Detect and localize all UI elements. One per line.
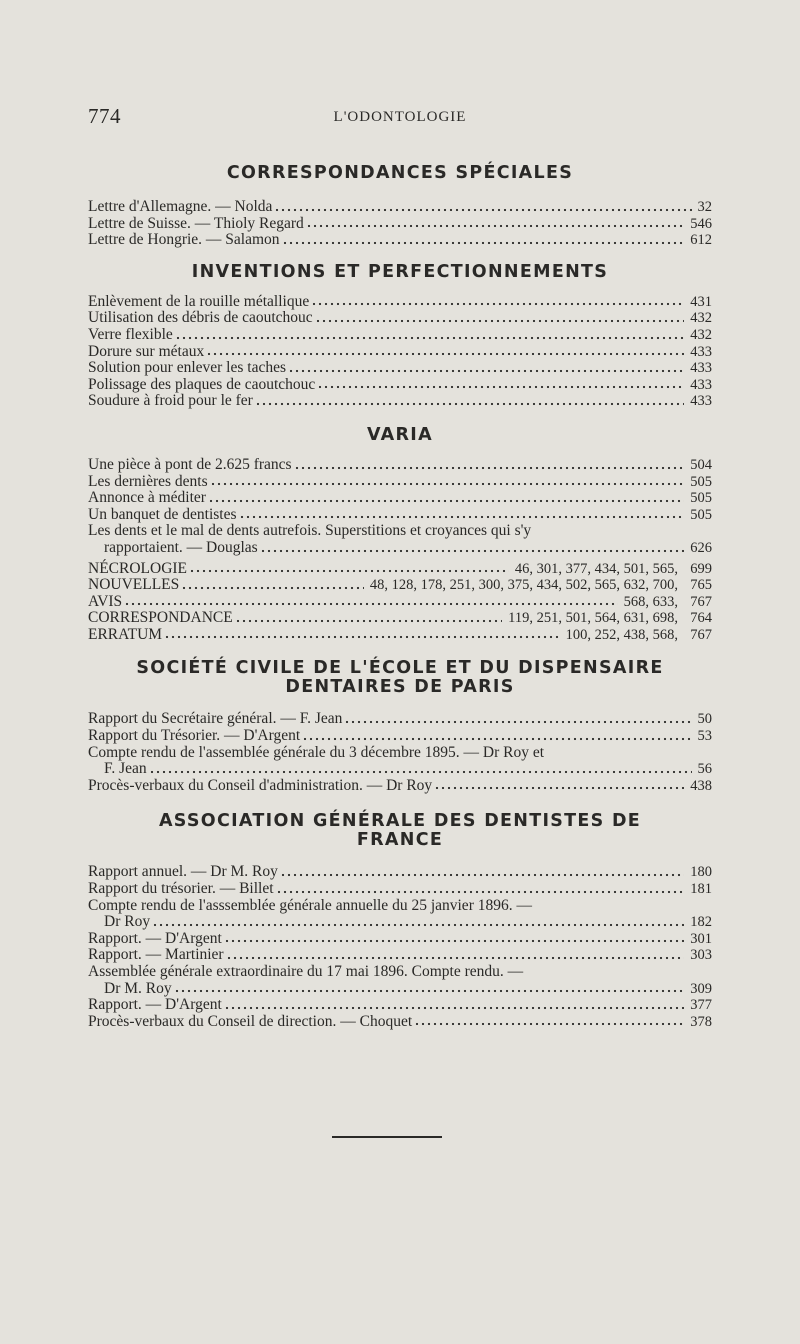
entry-references: 46, 301, 377, 434, 501, 565,	[514, 560, 678, 577]
entry-pages: 433	[690, 360, 712, 377]
entry-title: Soudure à froid pour le fer	[88, 392, 253, 410]
entry-pages: 433	[690, 343, 712, 360]
list-item	[88, 627, 712, 644]
dot-leader	[294, 466, 685, 470]
entry-title: Procès-verbaux du Conseil de direction. — Choquet	[88, 1012, 413, 1030]
entry-title: Compte rendu de l'assemblée générale du 3 décembre 1895. — Dr Roy et	[88, 743, 545, 761]
list-item	[88, 561, 712, 578]
running-title: L'ODONTOLOGIE	[333, 109, 467, 125]
section-heading-line: ASSOCIATION GÉNÉRALE DES DENTISTES DE	[158, 811, 642, 832]
dot-leader	[414, 1022, 684, 1026]
dot-leader	[239, 515, 685, 519]
entry-title: Rapport du trésorier. — Billet	[88, 880, 274, 898]
dot-leader	[124, 602, 617, 606]
section-heading-line: DENTAIRES DE PARIS	[285, 677, 515, 698]
list-item	[88, 881, 712, 898]
entry-title: Rapport. — Martinier	[88, 946, 224, 964]
entry-pages: 309	[690, 980, 712, 997]
section-entries	[88, 711, 712, 794]
list-item	[88, 997, 712, 1014]
dot-leader	[317, 385, 684, 389]
entry-pages: 182	[690, 914, 712, 931]
section-entries	[88, 457, 712, 644]
running-head	[88, 104, 712, 132]
list-item	[88, 947, 712, 964]
entry-title: Dr Roy	[104, 913, 151, 931]
dot-leader	[235, 619, 502, 623]
page-number: 774	[88, 104, 121, 128]
section-entries	[88, 864, 712, 1030]
dot-leader	[280, 873, 684, 877]
section-heading	[88, 659, 712, 697]
list-item	[88, 294, 712, 311]
list-item	[88, 523, 712, 540]
dot-leader	[288, 369, 684, 373]
entry-title: Un banquet de dentistes	[88, 505, 237, 523]
entry-pages: 626	[690, 539, 712, 556]
dot-leader	[274, 208, 691, 212]
section-heading: CORRESPONDANCES SPÉCIALES	[226, 163, 574, 183]
entry-pages: 432	[690, 310, 712, 327]
list-item	[88, 457, 712, 474]
entry-pages: 303	[690, 947, 712, 964]
dot-leader	[210, 482, 685, 486]
entry-title: Une pièce à pont de 2.625 francs	[88, 455, 292, 473]
list-item	[88, 360, 712, 377]
list-item-continuation	[88, 914, 712, 931]
dot-leader	[282, 241, 685, 245]
entry-references: 119, 251, 501, 564, 631, 698,	[508, 610, 678, 627]
entry-title: Rapport. — D'Argent	[88, 996, 222, 1014]
entry-title: Annonce à méditer	[88, 489, 206, 507]
entry-title: Rapport du Trésorier. — D'Argent	[88, 727, 301, 745]
entry-pages: 53	[697, 728, 712, 745]
dot-leader	[255, 402, 684, 406]
entry-pages: 433	[690, 376, 712, 393]
entry-pages: 767	[690, 593, 712, 610]
dot-leader	[260, 549, 685, 553]
entry-title: NOUVELLES	[88, 576, 180, 594]
entry-references: 100, 252, 438, 568,	[565, 626, 678, 643]
dot-leader	[302, 737, 691, 741]
dot-leader	[206, 352, 684, 356]
entry-title: Lettre de Suisse. — Thioly Regard	[88, 214, 304, 232]
list-item	[88, 610, 712, 627]
dot-leader	[189, 569, 509, 573]
entry-title: Solution pour enlever les taches	[88, 359, 287, 377]
list-item	[88, 778, 712, 795]
list-item-continuation	[88, 981, 712, 998]
list-item	[88, 232, 712, 249]
list-item	[88, 711, 712, 728]
entry-title: Lettre d'Allemagne. — Nolda	[88, 198, 273, 215]
entry-title: AVIS	[88, 592, 123, 610]
list-item	[88, 377, 712, 394]
list-item	[88, 474, 712, 491]
dot-leader	[208, 499, 684, 503]
list-item	[88, 216, 712, 233]
entry-title: Rapport. — D'Argent	[88, 929, 222, 947]
entry-pages: 432	[690, 326, 712, 343]
section-heading: INVENTIONS ET PERFECTIONNEMENTS	[191, 261, 609, 282]
entry-pages: 546	[690, 215, 712, 232]
entry-pages: 50	[697, 711, 712, 728]
list-item	[88, 199, 712, 216]
section-heading-line: FRANCE	[356, 830, 444, 851]
section-heading: VARIA	[367, 424, 433, 445]
list-item	[88, 1014, 712, 1031]
entry-title: Utilisation des débris de caoutchouc	[88, 309, 313, 327]
entry-pages: 699	[690, 560, 712, 577]
section-heading-line: SOCIÉTÉ CIVILE DE L'ÉCOLE ET DU DISPENSAIRE	[136, 658, 664, 679]
dot-leader	[311, 302, 684, 306]
end-rule	[332, 1136, 442, 1138]
dot-leader	[149, 770, 692, 774]
entry-pages: 438	[690, 777, 712, 794]
section-heading	[88, 812, 712, 850]
entry-title: F. Jean	[104, 760, 147, 778]
dot-leader	[174, 989, 685, 993]
entry-pages: 181	[690, 881, 712, 898]
entry-title: Verre flexible	[88, 325, 173, 343]
dot-leader	[181, 586, 364, 590]
list-item	[88, 745, 712, 762]
entry-title: Les dents et le mal de dents autrefois. Superstitions et croyances qui s'y	[88, 522, 532, 540]
dot-leader	[434, 786, 684, 790]
list-item	[88, 344, 712, 361]
entry-title: Compte rendu de l'asssemblée générale annuelle du 25 janvier 1896. —	[88, 896, 532, 914]
list-item	[88, 898, 712, 915]
list-item	[88, 728, 712, 745]
list-item	[88, 393, 712, 410]
list-item	[88, 490, 712, 507]
entry-pages: 764	[690, 610, 712, 627]
list-item	[88, 577, 712, 594]
entry-pages: 431	[690, 293, 712, 310]
entry-pages: 32	[697, 199, 712, 215]
entry-title: Polissage des plaques de caoutchouc	[88, 375, 316, 393]
dot-leader	[315, 319, 685, 323]
list-item	[88, 327, 712, 344]
dot-leader	[344, 720, 691, 724]
dot-leader	[224, 1006, 684, 1010]
entry-pages: 377	[690, 997, 712, 1014]
dot-leader	[152, 923, 684, 927]
entry-title: NÉCROLOGIE	[88, 559, 188, 577]
table-of-contents	[88, 160, 712, 1030]
entry-pages: 378	[690, 1013, 712, 1030]
section-entries	[88, 199, 712, 249]
entry-pages: 180	[690, 864, 712, 881]
dot-leader	[276, 890, 685, 894]
entry-title: Les dernières dents	[88, 472, 208, 490]
entry-pages: 505	[690, 490, 712, 507]
entry-pages: 504	[690, 456, 712, 473]
entry-title: ERRATUM	[88, 625, 163, 643]
entry-pages: 612	[690, 232, 712, 249]
dot-leader	[164, 635, 560, 639]
dot-leader	[175, 336, 684, 340]
entry-title: Rapport annuel. — Dr M. Roy	[88, 863, 278, 881]
entry-pages: 765	[690, 577, 712, 594]
entry-title: Assemblée générale extraordinaire du 17 mai 1896. Compte rendu. —	[88, 963, 524, 980]
entry-pages: 301	[690, 930, 712, 947]
section-entries	[88, 294, 712, 410]
entry-pages: 767	[690, 626, 712, 643]
list-item	[88, 507, 712, 524]
list-item-continuation	[88, 540, 712, 557]
entry-title: Procès-verbaux du Conseil d'administration. — Dr Roy	[88, 776, 433, 794]
entry-pages: 56	[697, 761, 712, 778]
entry-title: CORRESPONDANCE	[88, 609, 233, 627]
entry-pages: 433	[690, 393, 712, 410]
entry-pages: 505	[690, 473, 712, 490]
entry-title: Dorure sur métaux	[88, 342, 205, 360]
entry-title: Rapport du Secrétaire général. — F. Jean	[88, 710, 343, 728]
dot-leader	[224, 939, 684, 943]
entry-title: rapportaient. — Douglas	[104, 538, 258, 556]
list-item-continuation	[88, 761, 712, 778]
list-item	[88, 594, 712, 611]
entry-pages: 505	[690, 506, 712, 523]
entry-references: 48, 128, 178, 251, 300, 375, 434, 502, 565, 632, 700,	[369, 577, 678, 594]
dot-leader	[306, 224, 684, 228]
list-item	[88, 310, 712, 327]
entry-references: 568, 633,	[623, 593, 678, 610]
entry-title: Dr M. Roy	[104, 979, 172, 997]
entry-title: Enlèvement de la rouille métallique	[88, 292, 310, 310]
list-item	[88, 931, 712, 948]
list-item	[88, 964, 712, 981]
entry-title: Lettre de Hongrie. — Salamon	[88, 231, 280, 249]
list-item	[88, 864, 712, 881]
dot-leader	[226, 956, 685, 960]
